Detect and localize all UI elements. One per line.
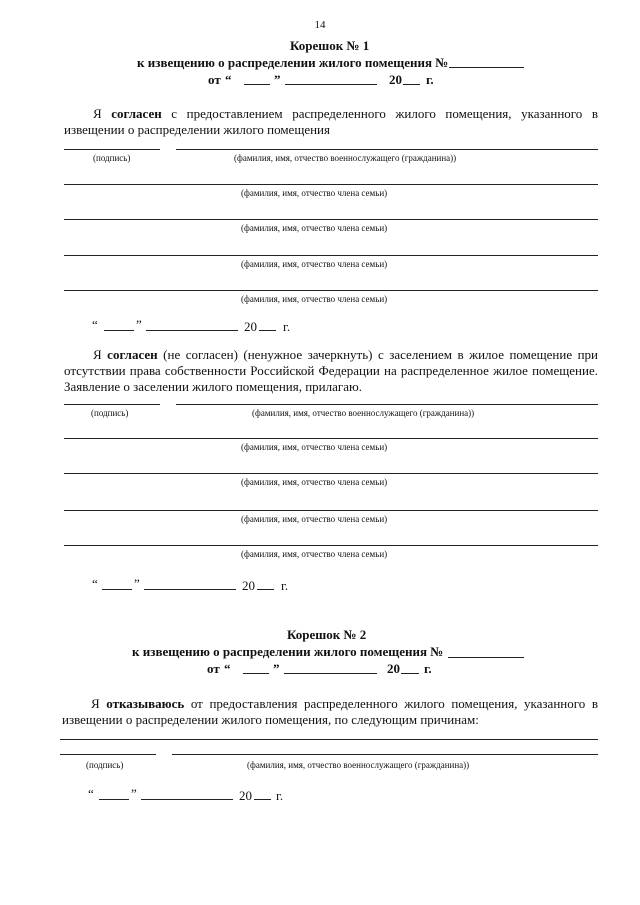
family-member-label: (фамилия, имя, отчество члена семьи) [241, 223, 388, 233]
family-member-field[interactable] [64, 473, 598, 474]
year-prefix: 20 [239, 788, 252, 803]
stub1-day-field[interactable] [244, 84, 270, 85]
stub2-title: Корешок № 2 [287, 627, 367, 642]
day-field[interactable] [102, 589, 132, 590]
stub1-fio-field[interactable] [176, 149, 598, 150]
stub2-month-field[interactable] [284, 673, 377, 674]
stub1-date-from: от [208, 72, 221, 87]
signature-label: (подпись) [93, 153, 131, 163]
day-field[interactable] [104, 330, 134, 331]
stub2-signature-field[interactable] [60, 754, 156, 755]
fio-label: (фамилия, имя, отчество военнослужащего (гражданина)) [247, 760, 470, 770]
stub1-settle-paragraph: Я согласен (не согласен) (ненужное зачеркнуть) с заселением в жилое помещение при отсутствии права собственности Российской Федерации на распределенное жилое помещение. Заявление о заселении жилого помещения, прилагаю. [64, 347, 599, 394]
stub1-subtitle: к извещению о распределении жилого помещения № [137, 55, 449, 70]
family-member-label: (фамилия, имя, отчество члена семьи) [241, 259, 388, 269]
date-quote-close: ” [136, 317, 142, 332]
refusal-reason-field[interactable] [60, 739, 598, 740]
family-member-field[interactable] [64, 219, 598, 220]
year-prefix: 20 [244, 319, 257, 334]
family-member-label: (фамилия, имя, отчество члена семьи) [241, 514, 388, 524]
family-member-field[interactable] [64, 255, 598, 256]
stub2-date-from: от [207, 661, 220, 676]
family-member-label: (фамилия, имя, отчество члена семьи) [241, 188, 388, 198]
year-prefix: 20 [242, 578, 255, 593]
year-suffix: г. [281, 578, 289, 593]
fio-label: (фамилия, имя, отчество военнослужащего (гражданина)) [234, 153, 457, 163]
stub2-notice-number-field[interactable] [448, 657, 524, 658]
year-field[interactable] [259, 330, 276, 331]
stub2-date-quote-open: “ [224, 661, 231, 676]
family-member-field[interactable] [64, 184, 598, 185]
stub1-fio-field-2[interactable] [176, 404, 598, 405]
family-member-label: (фамилия, имя, отчество члена семьи) [241, 442, 388, 452]
stub1-year-suffix: г. [426, 72, 434, 87]
stub2-fio-field[interactable] [172, 754, 598, 755]
stub1-month-field[interactable] [285, 84, 377, 85]
refusal-keyword: отказываюсь [106, 696, 185, 711]
stub2-date-quote-close: ” [273, 661, 280, 676]
year-field[interactable] [257, 589, 274, 590]
family-member-field[interactable] [64, 290, 598, 291]
date-quote-open: “ [92, 317, 98, 332]
date-quote-close: ” [134, 576, 140, 591]
stub2-year-field[interactable] [401, 673, 419, 674]
year-suffix: г. [276, 788, 284, 803]
family-member-field[interactable] [64, 545, 598, 546]
day-field[interactable] [99, 799, 129, 800]
fio-label: (фамилия, имя, отчество военнослужащего (гражданина)) [252, 408, 475, 418]
stub1-date-quote-close: ” [274, 72, 281, 87]
stub2-year-prefix: 20 [387, 661, 400, 676]
year-suffix: г. [283, 319, 291, 334]
consent-keyword: согласен [111, 106, 162, 121]
stub2-subtitle: к извещению о распределении жилого помещения № [132, 644, 444, 659]
family-member-label: (фамилия, имя, отчество члена семьи) [241, 294, 388, 304]
settle-keyword: согласен [107, 347, 158, 362]
stub2-day-field[interactable] [243, 673, 269, 674]
month-field[interactable] [144, 589, 236, 590]
stub1-year-field[interactable] [403, 84, 420, 85]
date-quote-open: “ [92, 576, 98, 591]
stub1-year-prefix: 20 [389, 72, 402, 87]
page-number: 14 [314, 19, 326, 31]
family-member-label: (фамилия, имя, отчество члена семьи) [241, 477, 388, 487]
month-field[interactable] [146, 330, 238, 331]
family-member-label: (фамилия, имя, отчество члена семьи) [241, 549, 388, 559]
date-quote-close: ” [131, 786, 137, 801]
stub1-title: Корешок № 1 [290, 38, 370, 53]
stub1-consent-paragraph: Я согласен с предоставлением распределенного жилого помещения, указанного в извещении о распределении жилого помещения [64, 106, 599, 137]
month-field[interactable] [141, 799, 233, 800]
signature-label: (подпись) [91, 408, 129, 418]
stub2-year-suffix: г. [424, 661, 432, 676]
signature-label: (подпись) [86, 760, 124, 770]
stub2-refusal-paragraph: Я отказываюсь от предоставления распределенного жилого помещения, указанного в извещении о распределении жилого помещения, по следующим причинам: [62, 696, 598, 727]
family-member-field[interactable] [64, 438, 598, 439]
year-field[interactable] [254, 799, 271, 800]
stub1-date-quote-open: “ [225, 72, 232, 87]
stub1-signature-field-2[interactable] [64, 404, 160, 405]
date-quote-open: “ [88, 786, 94, 801]
stub1-notice-number-field[interactable] [449, 67, 524, 68]
stub1-signature-field[interactable] [64, 149, 160, 150]
family-member-field[interactable] [64, 510, 598, 511]
